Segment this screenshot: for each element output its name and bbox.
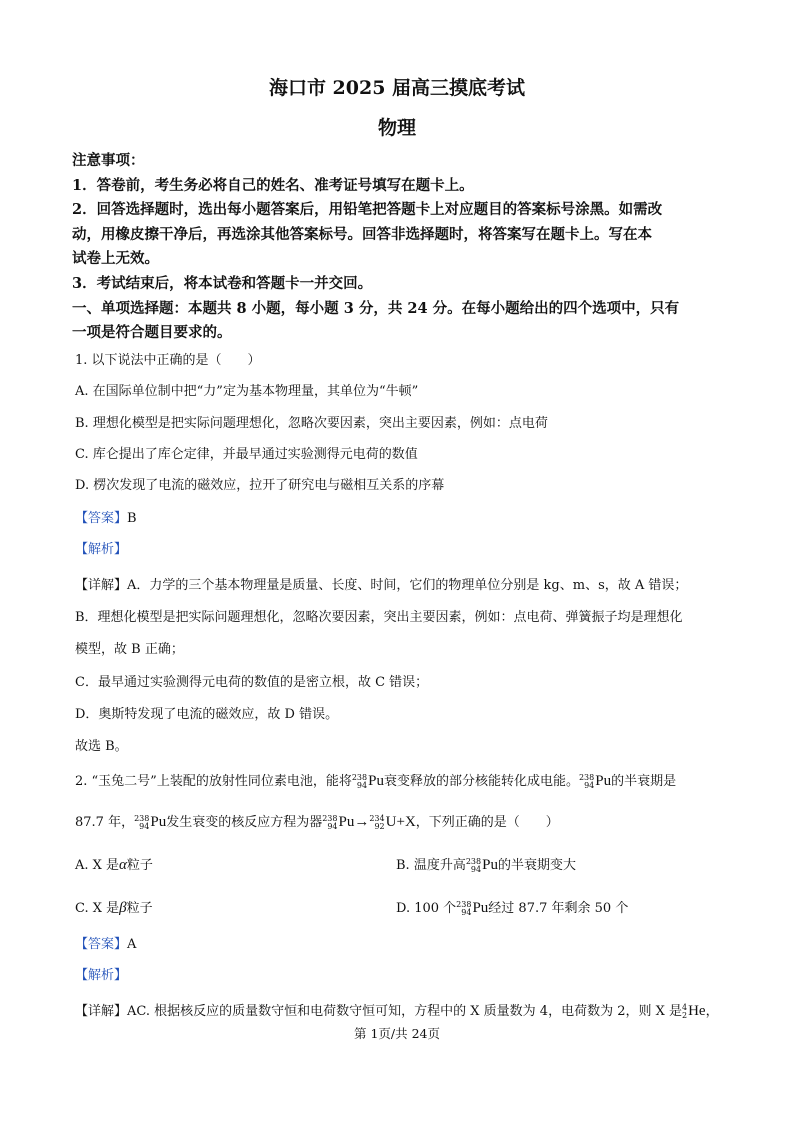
plus-sign: +: [396, 814, 405, 830]
pu-mass-number-5: 238: [465, 856, 482, 866]
q1-detail-1: [75, 574, 687, 593]
notice-item-2-line-1: 2．回答选择题时，选出每小题答案后，用铅笔把答题卡上对应题目的答案标号涂黑。如需改: [72, 201, 663, 218]
reaction-arrow-icon: →: [354, 814, 370, 830]
pu-isotope-notation-5: [466, 858, 481, 874]
q1-option-c: C. 库仑提出了库仑定律，并最早通过实验测得元电荷的数值: [75, 447, 418, 462]
pu-mass-number-3: 238: [134, 813, 150, 823]
q2-analysis-tag: 【解析】: [75, 968, 128, 983]
q2-option-b-part-2: 的半衰期变大: [497, 858, 576, 873]
q2-option-b-part-1: B. 温度升高: [396, 858, 466, 873]
pu-symbol-5: Pu: [482, 857, 498, 873]
pu-atomic-number-3: 94: [139, 821, 150, 831]
q1-option-a: A. 在国际单位制中把“力”定为基本物理量，其单位为“牛顿”: [75, 384, 419, 399]
pu-atomic-number-5: 94: [470, 864, 482, 874]
q2-option-a-tail: 粒子: [126, 858, 153, 873]
q2-answer-value: A: [127, 937, 137, 952]
notice-item-3: 3．考试结束后，将本试卷和答题卡一并交回。: [72, 275, 373, 292]
pu-atomic-number-2: 94: [584, 780, 595, 790]
q1-answer-value: B: [127, 511, 137, 526]
q2-stem-line-2-part-1: 87.7 年，: [75, 815, 135, 830]
page-footer: 第 1页/共 24页: [353, 1026, 441, 1041]
pu-isotope-notation-3: [134, 815, 149, 831]
q2-stem-line-2-part-2: 发生衰变的核反应方程为器: [166, 815, 323, 830]
q1-detail-3: C．最早通过实验测得元电荷的数值的是密立根，故 C 错误；: [75, 675, 429, 690]
q2-stem-line-2: [75, 811, 559, 831]
q2-stem-line-2-part-3: ，下列正确的是（ ）: [415, 815, 559, 830]
q2-option-c-tail: 粒子: [126, 901, 153, 916]
q2-option-d: [396, 897, 628, 917]
pu-atomic-number-4: 94: [327, 821, 338, 831]
pu-symbol-4: Pu: [338, 814, 355, 830]
pu-mass-number: 238: [351, 772, 368, 782]
q1-detail-tag: 【详解】: [75, 578, 128, 593]
notice-heading: 注意事项：: [72, 152, 145, 169]
pu-isotope-notation: [352, 774, 367, 790]
q1-answer: [75, 507, 137, 526]
pu-symbol-3: Pu: [150, 814, 167, 830]
q2-stem-line-1: [75, 770, 676, 790]
pu-symbol-2: Pu: [595, 773, 612, 789]
pu-isotope-notation-4: [322, 815, 337, 831]
q1-conclusion: 故选 B。: [75, 739, 128, 754]
q2-option-d-part-1: D. 100 个: [396, 901, 457, 916]
q2-stem-part-2: 衰变释放的部分核能转化成电能。: [383, 774, 579, 789]
q1-detail-2-line-1: B．理想化模型是把实际问题理想化，忽略次要因素，突出主要因素，例如：点电荷、弹簧振子均是理想化: [75, 610, 683, 625]
beta-symbol: β: [119, 900, 127, 916]
q1-option-b: B. 理想化模型是把实际问题理想化，忽略次要因素，突出主要因素，例如：点电荷: [75, 416, 548, 431]
q2-detail-1: [75, 1000, 719, 1020]
notice-item-1: 1．答卷前，考生务必将自己的姓名、准考证号填写在题卡上。: [72, 177, 474, 194]
q1-answer-tag: 【答案】: [75, 511, 128, 526]
q1-option-d: D. 楞次发现了电流的磁效应，拉开了研究电与磁相互关系的序幕: [75, 478, 445, 493]
pu-mass-number-2: 238: [578, 772, 595, 782]
u-symbol: U: [385, 814, 397, 830]
q2-detail-tag: 【详解】: [75, 1004, 128, 1019]
he-symbol: He: [688, 1003, 706, 1019]
he-mass-number: 4: [682, 1002, 688, 1012]
pu-atomic-number-6: 94: [461, 907, 472, 917]
section-1-line-1: 一、单项选择题：本题共 8 小题，每小题 3 分，共 24 分。在每小题给出的四个选项中，只有: [72, 300, 680, 317]
q2-option-c-label: C. X 是: [75, 901, 120, 916]
q2-option-d-part-2: 经过 87.7 年剩余 50 个: [488, 901, 629, 916]
pu-isotope-notation-6: [456, 901, 471, 917]
u-atomic-number: 92: [374, 821, 385, 831]
q2-detail-1-comma: ，: [705, 1004, 719, 1019]
subject-title: 物理: [377, 117, 416, 139]
pu-mass-number-6: 238: [456, 899, 472, 909]
he-isotope-notation: [682, 1004, 687, 1020]
notice-item-2-line-3: 试卷上无效。: [72, 250, 159, 267]
pu-symbol-6: Pu: [472, 900, 489, 916]
q1-detail-4: D．奥斯特发现了电流的磁效应，故 D 错误。: [75, 707, 339, 722]
q2-stem-part-1: 2. “玉兔二号”上装配的放射性同位素电池，能将: [75, 774, 352, 789]
u-isotope-notation: [369, 815, 384, 831]
q1-stem: 1. 以下说法中正确的是（ ）: [75, 353, 261, 368]
pu-symbol: Pu: [368, 773, 384, 789]
q2-option-c: [75, 897, 153, 917]
q2-option-b: [396, 854, 576, 874]
alpha-symbol: α: [119, 857, 127, 873]
pu-isotope-notation-2: [579, 774, 594, 790]
q2-detail-1-text: AC. 根据核反应的质量数守恒和电荷数守恒可知，方程中的 X 质量数为 4，电荷数为 2，则 X 是: [127, 1004, 682, 1019]
q2-answer-tag: 【答案】: [75, 937, 128, 952]
notice-item-2-line-2: 动，用橡皮擦干净后，再选涂其他答案标号。回答非选择题时，将答案写在题卡上。写在本: [72, 226, 652, 243]
pu-mass-number-4: 238: [322, 813, 338, 823]
x-symbol: X: [404, 814, 416, 830]
pu-atomic-number: 94: [356, 780, 368, 790]
section-1-line-2: 一项是符合题目要求的。: [72, 324, 232, 341]
q2-option-a: [75, 854, 153, 874]
q2-option-a-label: A. X 是: [75, 858, 120, 873]
q2-stem-part-3: 的半衰期是: [611, 774, 677, 789]
q1-analysis-tag: 【解析】: [75, 542, 128, 557]
q1-detail-1-text: A．力学的三个基本物理量是质量、长度、时间，它们的物理单位分别是 kg、m、s，故 A 错误；: [127, 578, 688, 593]
u-mass-number: 234: [369, 813, 385, 823]
q2-answer: [75, 933, 136, 952]
he-atomic-number: 2: [682, 1010, 688, 1020]
q1-detail-2-line-2: 模型，故 B 正确；: [75, 642, 184, 657]
exam-title: 海口市 2025 届高三摸底考试: [268, 77, 526, 99]
